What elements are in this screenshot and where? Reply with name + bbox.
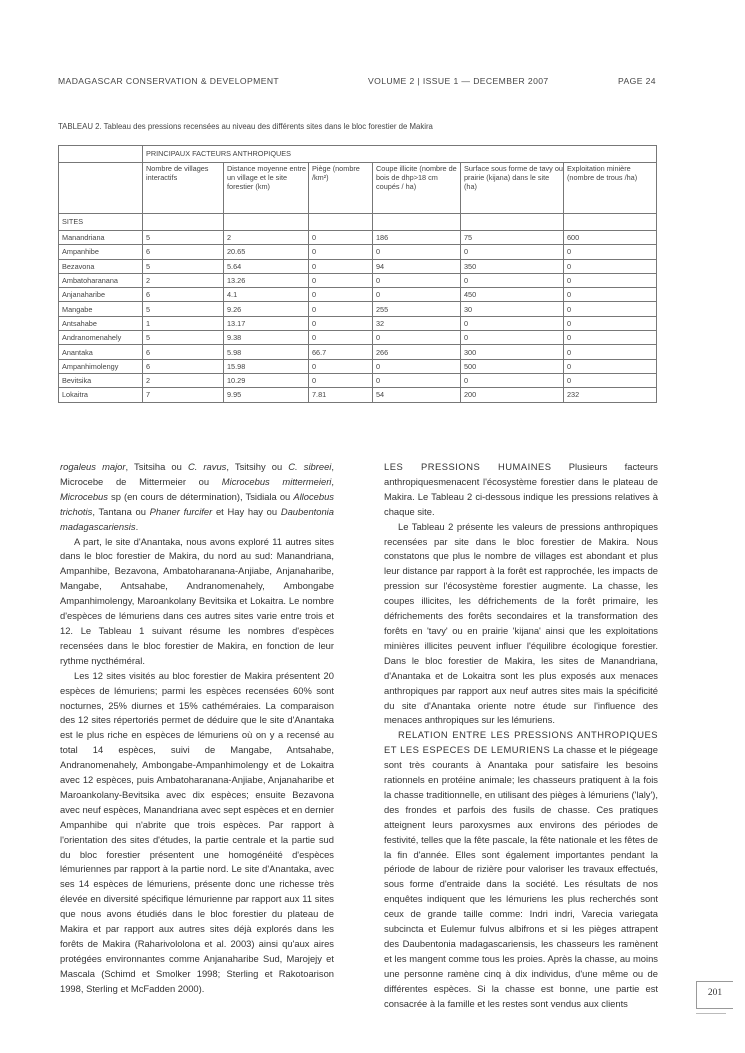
table-row [59, 388, 657, 402]
table-cell: 0 [564, 373, 657, 387]
table-cell: 0 [309, 273, 373, 287]
table-cell: 0 [309, 245, 373, 259]
table-caption: TABLEAU 2. Tableau des pressions recensées au niveau des différents sites dans le bloc forestier de Makira [58, 122, 433, 131]
table-cell: 0 [309, 373, 373, 387]
table-cell: 0 [309, 331, 373, 345]
table-cell: 0 [564, 359, 657, 373]
site-name-cell: Ampanhimolengy [59, 359, 143, 373]
left-text-column [60, 460, 334, 997]
table-blank-cell [59, 163, 143, 214]
table-cell: 7.81 [309, 388, 373, 402]
table-corner-cell [59, 146, 143, 163]
table-cell: 2 [143, 373, 224, 387]
table-row [59, 273, 657, 287]
site-name-cell: Anjanaharibe [59, 288, 143, 302]
table-cell: 94 [373, 259, 461, 273]
pressures-table [58, 145, 657, 403]
table-cell: 20.65 [224, 245, 309, 259]
col-header-trap: Piège (nombre /km²) [309, 163, 373, 214]
table-cell: 10.29 [224, 373, 309, 387]
table-cell: 2 [224, 231, 309, 245]
table-cell: 6 [143, 245, 224, 259]
body-paragraph: Les 12 sites visités au bloc forestier de Makira présentent 20 espèces de lémuriens; parmi les espèces recensées 60% sont nocturnes, 25% diurnes et 15% cathéméraies. La comparaison des 12 sites répertoriés permet de déduire que le site d'Anantaka est le plus riche en espèces de lémuriens où on y a recensé au total 14 espèces, suivi de Mangabe, Antsahabe, Andranomenahely, Ambongabe-Ampanhimolengy et de Lokaitra avec 12 espèces, puis Ambatoharanana-Anjiabe, Anjanaharibe et Maroankolany-Bevitsika avec dix espèces; ensuite Bezavona avec neuf espèces, Manandriana avec sept espèces et en dernier Ampanhibe qui n'abrite que trois espèces. Par rapport à l'orientation des sites d'études, la partie centrale et la partie sud du bloc forestier présentent une homogénéité d'espèces lémuriennes par rapport à la partie nord. Le site d'Anantaka, avec ses 14 espèces de lémuriens, présente donc une richesse très élevée en diversité spécifique lémurienne par rapport aux 11 sites que nous avons étudiés dans le bloc forestier du plateau de Makira et par rapport aux autres sites déjà explorés dans les forêts de Makira (Raharivololona et al. 2003) ainsi qu'aux aires protégées environnantes comme Anjanaharibe Sud, Marojejy et Mascala (Schimd et Smolker 1998; Sterling et Rakotoarison 1998, Sterling et McFadden 2000). [60, 669, 334, 994]
table-cell: 0 [309, 288, 373, 302]
table-cell: 0 [309, 359, 373, 373]
table-cell: 9.26 [224, 302, 309, 316]
table-cell: 6 [143, 345, 224, 359]
table-row [59, 359, 657, 373]
section-heading: LES PRESSIONS HUMAINES [384, 461, 552, 472]
table-cell: 0 [564, 316, 657, 330]
col-header-villages: Nombre de villages interactifs [143, 163, 224, 214]
table-cell: 0 [564, 245, 657, 259]
table-cell: 0 [373, 359, 461, 373]
table-cell: 0 [309, 231, 373, 245]
site-name-cell: Manandriana [59, 231, 143, 245]
table-cell: 1 [143, 316, 224, 330]
table-cell: 54 [373, 388, 461, 402]
table-cell: 0 [373, 273, 461, 287]
table-cell: 66.7 [309, 345, 373, 359]
header-page-label: PAGE 24 [618, 76, 656, 86]
table-cell: 5.64 [224, 259, 309, 273]
section-heading: RELATION ENTRE LES PRESSIONS ANTHROPIQUES ET LES ESPECES DE LEMURIENS [384, 729, 658, 756]
table-cell: 0 [373, 245, 461, 259]
table-row [59, 231, 657, 245]
table-cell: 0 [309, 316, 373, 330]
site-name-cell: Antsahabe [59, 316, 143, 330]
table-row [59, 331, 657, 345]
table-cell: 0 [373, 331, 461, 345]
table-cell: 0 [309, 259, 373, 273]
table-cell: 0 [564, 345, 657, 359]
table-cell: 266 [373, 345, 461, 359]
table-cell: 300 [461, 345, 564, 359]
col-header-illegal-logging: Coupe illicite (nombre de bois de dhp>18 cm coupés / ha) [373, 163, 461, 214]
table-cell: 6 [143, 359, 224, 373]
table-cell: 5 [143, 259, 224, 273]
table-cell: 9.38 [224, 331, 309, 345]
table-cell: 450 [461, 288, 564, 302]
table-cell: 0 [309, 302, 373, 316]
body-paragraph: A part, le site d'Anantaka, nous avons exploré 11 autres sites dans le bloc forestier de Makira, du nord au sud: Manandriana, Ampanhibe, Bezavona, Ambatoharanana-Anjiabe, Anjanaharibe, Mangabe, Antsahabe, Andranomenahely, Ambongabe Ampanhimolengy, Maroankolany Bevitsika et Lokaitra. Le nombre d'espèces de lémuriens dans ces autres sites varie entre trois et 12. Le Tableau 1 suivant résume les nombres d'espèces recensées dans le bloc forestier de Makira, en fonction de leur rythme nycthéméral. [60, 535, 334, 666]
table-cell: 0 [564, 259, 657, 273]
section-pressures: LES PRESSIONS HUMAINES Plusieurs facteurs anthropiquesmenacent l'écosystème forestier dans le plateau de Makira. Le Tableau 2 ci-dessous indique les pressions relatives à chaque site. [384, 461, 658, 517]
table-cell: 0 [461, 316, 564, 330]
table-cell: 0 [564, 302, 657, 316]
table-cell: 5.98 [224, 345, 309, 359]
table-cell: 4.1 [224, 288, 309, 302]
table-cell: 5 [143, 231, 224, 245]
site-name-cell: Andranomenahely [59, 331, 143, 345]
table-cell: 186 [373, 231, 461, 245]
table-cell: 6 [143, 288, 224, 302]
table-row [59, 345, 657, 359]
table-cell: 200 [461, 388, 564, 402]
site-name-cell: Lokaitra [59, 388, 143, 402]
table-cell: 2 [143, 273, 224, 287]
table-cell: 0 [373, 373, 461, 387]
table-cell: 13.26 [224, 273, 309, 287]
table-cell: 5 [143, 302, 224, 316]
table-cell: 0 [461, 373, 564, 387]
table-cell: 5 [143, 331, 224, 345]
table-cell: 0 [461, 331, 564, 345]
table-group-header: PRINCIPAUX FACTEURS ANTHROPIQUES [143, 146, 657, 163]
table-cell: 500 [461, 359, 564, 373]
table-cell: 30 [461, 302, 564, 316]
table-cell: 9.95 [224, 388, 309, 402]
journal-title: MADAGASCAR CONSERVATION & DEVELOPMENT [58, 76, 280, 86]
col-header-distance: Distance moyenne entre un village et le site forestier (km) [224, 163, 309, 214]
table-cell: 0 [564, 331, 657, 345]
table-cell: 75 [461, 231, 564, 245]
site-name-cell: Ampanhibe [59, 245, 143, 259]
table-row [59, 302, 657, 316]
table-cell: 32 [373, 316, 461, 330]
right-text-column [384, 460, 658, 1012]
issue-info: VOLUME 2 | ISSUE 1 — DECEMBER 2007 [368, 76, 549, 86]
body-paragraph: Le Tableau 2 présente les valeurs de pressions anthropiques recensées par site dans le bloc forestier de Makira. Nous constatons que plus le nombre de villages est abondant et plus leur distance par rapport à la forêt est rapprochée, les impacts de pression sur l'écosystème forestier augmente. La chasse, les coupes illicites, les défrichements de la forêt primaire, les défrichements des forêts secondaires et la transformation des forêts en 'tavy' ou en prairie 'kijana' ainsi que les exploitations minières illicites peuvent influer l'équilibre écologique forestier. Dans le bloc forestier de Makira, les sites de Manandriana, d'Anantaka et de Lokaitra sont les plus exposés aux menaces anthropiques par rapport aux neuf autres sites mais la spécificité du site d'Anantaka oriente notre étude sur l'influence des menaces anthropiques sur les lémuriens. [384, 520, 658, 726]
table-row [59, 245, 657, 259]
table-cell: 600 [564, 231, 657, 245]
species-text: rogaleus major [60, 461, 126, 472]
table-cell: 15.98 [224, 359, 309, 373]
table-row [59, 373, 657, 387]
table-cell: 255 [373, 302, 461, 316]
table-cell: 350 [461, 259, 564, 273]
table-row [59, 259, 657, 273]
section-relation: RELATION ENTRE LES PRESSIONS ANTHROPIQUES ET LES ESPECES DE LEMURIENS La chasse et le piégeage sont très courants à Anantaka pour satisfaire les besoins rationnels en protéine animale; les chasseurs pratiquent à la fois la chasse traditionnelle, en utilisant des pièges à lémuriens ('laly'), des frondes et parfois des fusils de chasse. Ces pratiques atteignent leurs paroxysmes aux environs des périodes de festivité, telles que la fête pascale, la fête nationale et les fêtes de la fin d'année. Elles sont également importantes pendant la période de labour de rizière pour valoriser les travaux effectués, sous forme d'entraide dans la société. Les résultats de nos enquêtes indiquent que les lémuriens les plus recherchés sont ceux de grande taille comme: Indri indri, Varecia variegata subcincta et Eulemur fulvus albifrons et si les pièges attrapent des Daubentonia madagascariensis, les chasseurs les ramènent et les mangent comme tous les proies. Après la chasse, au moins une personne ramène cinq à dix individus, d'une même ou de différentes espèces. Si la chasse est bonne, une partie est consacrée à la famille et les restes sont vendus aux clients [384, 729, 658, 1009]
site-name-cell: Mangabe [59, 302, 143, 316]
site-name-cell: Bevitsika [59, 373, 143, 387]
table-cell: 232 [564, 388, 657, 402]
site-name-cell: Bezavona [59, 259, 143, 273]
col-header-tavy-surface: Surface sous forme de tavy ou prairie (kijana) dans le site (ha) [461, 163, 564, 214]
table-cell: 0 [461, 273, 564, 287]
table-cell: 13.17 [224, 316, 309, 330]
table-cell: 0 [461, 245, 564, 259]
col-header-mining: Exploitation minière (nombre de trous /ha) [564, 163, 657, 214]
page-number: 201 [696, 981, 733, 1009]
table-cell: 0 [564, 288, 657, 302]
table-cell: 0 [373, 288, 461, 302]
site-name-cell: Ambatoharanana [59, 273, 143, 287]
table-cell: 7 [143, 388, 224, 402]
table-cell: 0 [564, 273, 657, 287]
table-row [59, 316, 657, 330]
site-name-cell: Anantaka [59, 345, 143, 359]
sites-label: SITES [59, 214, 143, 231]
body-paragraph: rogaleus major, Tsitsiha ou C. ravus, Tsitsihy ou C. sibreei, Microcebe de Mittermeier ou Microcebus mittermeieri, Microcebus sp (en cours de détermination), Tsidiala ou Allocebus trichotis, Tantana ou Phaner furcifer et Hay hay ou Daubentonia madagascariensis. [60, 461, 335, 532]
table-row [59, 288, 657, 302]
